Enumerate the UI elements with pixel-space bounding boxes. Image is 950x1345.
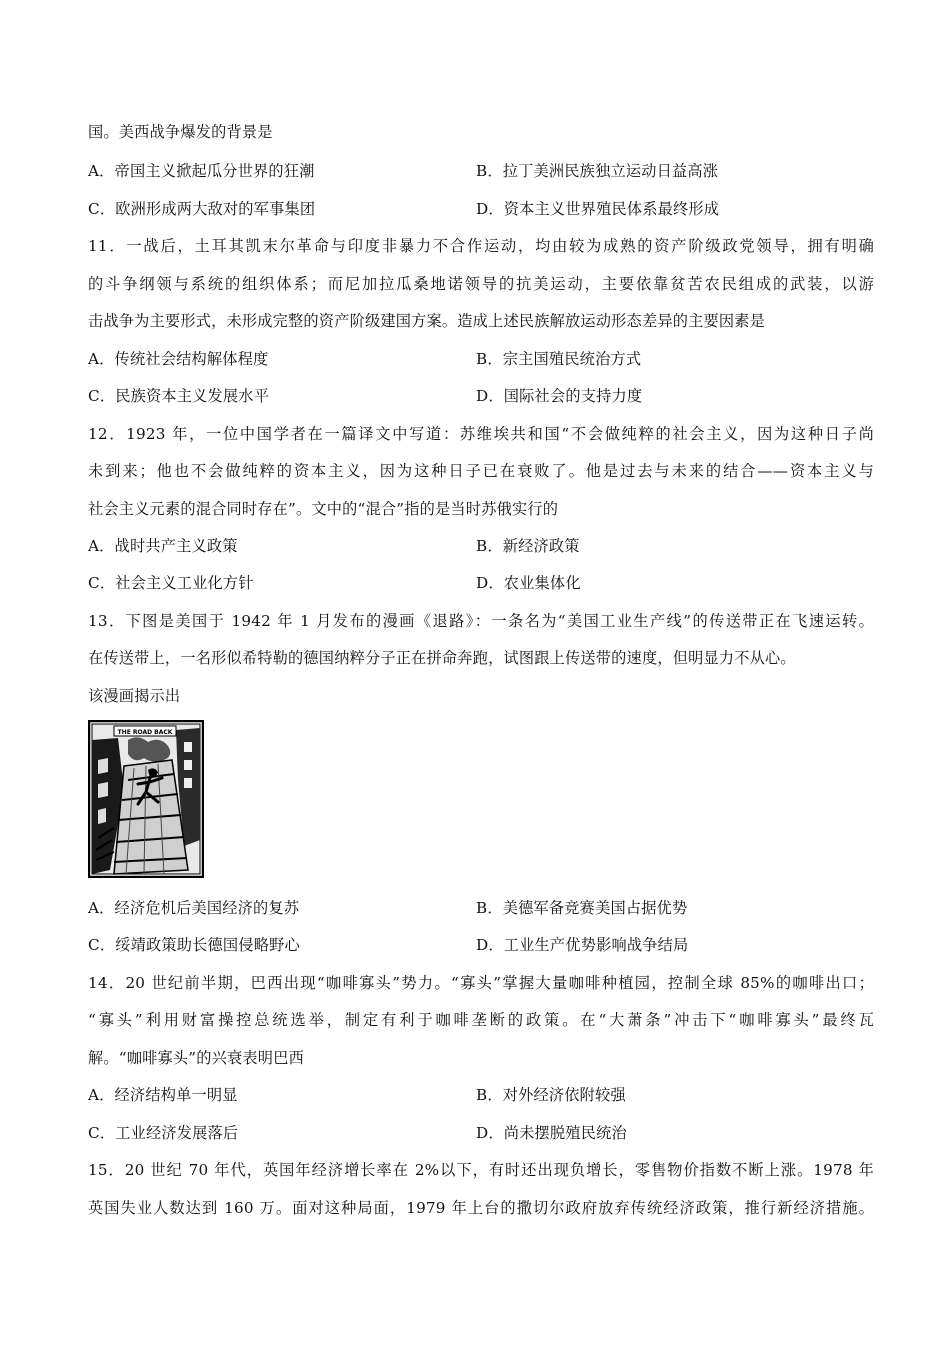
q10-option-b[interactable]: B．拉丁美洲民族独立运动日益高涨 (476, 162, 719, 180)
cartoon-the-road-back (88, 720, 204, 878)
q10-option-d[interactable]: D．资本主义世界殖民体系最终形成 (476, 200, 720, 218)
q12-option-a[interactable]: A．战时共产主义政策 (88, 537, 238, 555)
q12-option-b[interactable]: B．新经济政策 (476, 537, 580, 555)
q15-stem-line-2: 英国失业人数达到 160 万。面对这种局面，1979 年上台的撒切尔政府放弃传统经济政策，推行新经济措施。 (88, 1199, 874, 1217)
q11-option-b[interactable]: B．宗主国殖民统治方式 (476, 350, 642, 368)
cartoon-illustration (88, 720, 204, 878)
q14-stem-line-1: 14．20 世纪前半期，巴西出现“咖啡寡头”势力。“寡头”掌握大量咖啡种植园，控制全球 85%的咖啡出口； (88, 974, 874, 992)
cartoon-banner-text: THE ROAD BACK (117, 729, 173, 736)
q13-stem-line-3: 该漫画揭示出 (88, 687, 181, 705)
q13-option-a[interactable]: A．经济危机后美国经济的复苏 (88, 899, 300, 917)
q13-option-b[interactable]: B．美德军备竞赛美国占据优势 (476, 899, 688, 917)
q14-option-c[interactable]: C．工业经济发展落后 (88, 1124, 239, 1142)
q14-stem-line-3: 解。“咖啡寡头”的兴衰表明巴西 (88, 1049, 304, 1067)
q10-stem-tail: 国。美西战争爆发的背景是 (88, 123, 273, 141)
q11-stem-line-2: 的斗争纲领与系统的组织体系；而尼加拉瓜桑地诺领导的抗美运动，主要依靠贫苦农民组成的武装，以游 (88, 275, 874, 293)
q12-option-d[interactable]: D．农业集体化 (476, 574, 581, 592)
q15-stem-line-1: 15．20 世纪 70 年代，英国年经济增长率在 2%以下，有时还出现负增长，零售物价指数不断上涨。1978 年 (88, 1161, 874, 1179)
q10-option-c[interactable]: C．欧洲形成两大敌对的军事集团 (88, 200, 316, 218)
q12-stem-line-1: 12．1923 年，一位中国学者在一篇译文中写道：苏维埃共和国“不会做纯粹的社会主义，因为这种日子尚 (88, 425, 874, 443)
q14-option-b[interactable]: B．对外经济依附较强 (476, 1086, 626, 1104)
q13-stem-line-1: 13．下图是美国于 1942 年 1 月发布的漫画《退路》：一条名为“美国工业生产线”的传送带正在飞速运转。 (88, 612, 874, 630)
q11-stem-line-3: 击战争为主要形式，未形成完整的资产阶级建国方案。造成上述民族解放运动形态差异的主要因素是 (88, 312, 766, 330)
q11-option-c[interactable]: C．民族资本主义发展水平 (88, 387, 270, 405)
q13-option-c[interactable]: C．绥靖政策助长德国侵略野心 (88, 936, 300, 954)
q14-option-d[interactable]: D．尚未摆脱殖民统治 (476, 1124, 627, 1142)
q11-option-a[interactable]: A．传统社会结构解体程度 (88, 350, 269, 368)
q11-stem-line-1: 11．一战后，土耳其凯末尔革命与印度非暴力不合作运动，均由较为成熟的资产阶级政党领导，拥有明确 (88, 237, 874, 255)
q14-stem-line-2: “寡头”利用财富操控总统选举，制定有利于咖啡垄断的政策。在“大萧条”冲击下“咖啡寡头”最终瓦 (88, 1011, 874, 1029)
q10-option-a[interactable]: A．帝国主义掀起瓜分世界的狂潮 (88, 162, 315, 180)
q13-stem-line-2: 在传送带上，一名形似希特勒的德国纳粹分子正在拼命奔跑，试图跟上传送带的速度，但明显力不从心。 (88, 649, 796, 667)
q14-option-a[interactable]: A．经济结构单一明显 (88, 1086, 238, 1104)
q13-option-d[interactable]: D．工业生产优势影响战争结局 (476, 936, 689, 954)
q12-stem-line-2: 未到来；他也不会做纯粹的资本主义，因为这种日子已在衰败了。他是过去与未来的结合——资本主义与 (88, 462, 874, 480)
q11-option-d[interactable]: D．国际社会的支持力度 (476, 387, 643, 405)
q12-option-c[interactable]: C．社会主义工业化方针 (88, 574, 254, 592)
q12-stem-line-3: 社会主义元素的混合同时存在”。文中的“混合”指的是当时苏俄实行的 (88, 500, 559, 518)
